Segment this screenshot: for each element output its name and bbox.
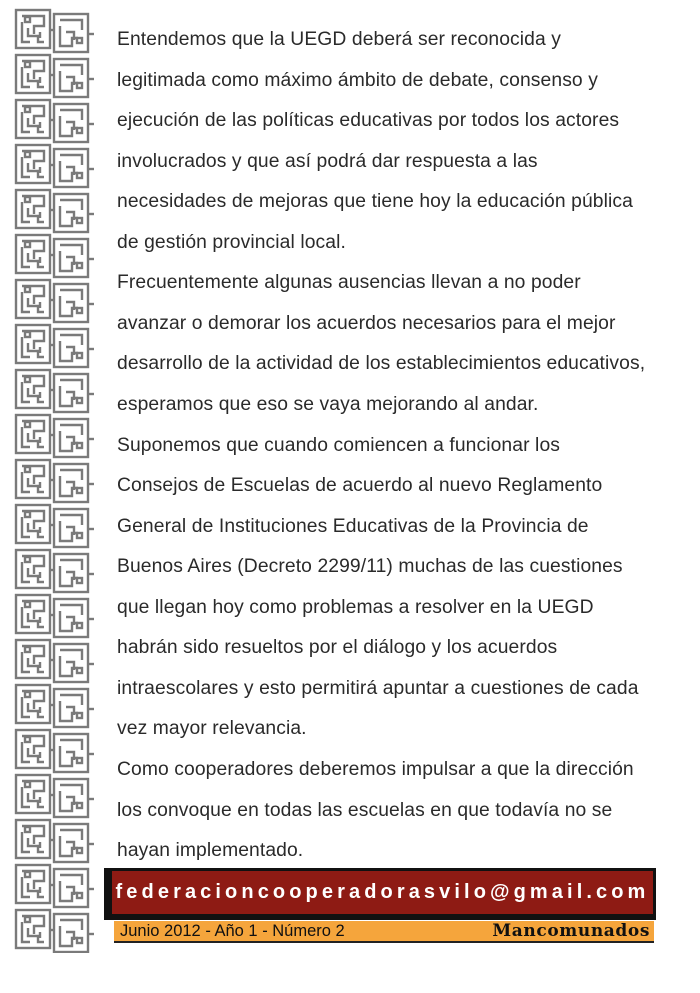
- contact-email[interactable]: federacioncooperadorasvilo@gmail.com: [115, 881, 650, 903]
- footer-bar: [114, 921, 654, 943]
- text-line: Buenos Aires (Decreto 2299/11) muchas de las cuestiones: [117, 556, 623, 577]
- text-line: habrán sido resueltos por el diálogo y los acuerdos: [117, 637, 558, 658]
- text-line: Suponemos que cuando comiencen a funcionar los: [117, 434, 561, 456]
- text-line: desarrollo de la actividad de los establecimientos educativos,: [117, 353, 646, 374]
- text-line: General de Instituciones Educativas de la Provincia de: [117, 515, 589, 537]
- text-line: ejecución de las políticas educativas por todos los actores: [117, 110, 620, 131]
- text-line: involucrados y que así podrá dar respuesta a las: [117, 150, 538, 172]
- decorative-border-pattern: [14, 8, 96, 953]
- email-banner[interactable]: [112, 871, 653, 914]
- text-line: de gestión provincial local.: [117, 231, 346, 253]
- text-line: hayan implementado.: [117, 840, 304, 861]
- publication-name: Mancomunados: [492, 921, 650, 941]
- text-line: avanzar o demorar los acuerdos necesarios para el mejor: [117, 312, 616, 334]
- text-line: Consejos de Escuelas de acuerdo al nuevo Reglamento: [117, 475, 603, 496]
- issue-info: Junio 2012 - Año 1 - Número 2: [120, 922, 345, 940]
- text-line: esperamos que eso se vaya mejorando al andar.: [117, 393, 539, 415]
- article-body: [117, 20, 677, 872]
- text-line: Entendemos que la UEGD deberá ser reconocida y: [117, 29, 562, 50]
- text-line: intraescolares y esto permitirá apuntar a cuestiones de cada: [117, 677, 639, 699]
- text-line: necesidades de mejoras que tiene hoy la educación pública: [117, 191, 633, 212]
- text-line: vez mayor relevancia.: [117, 718, 307, 739]
- text-line: Como cooperadores deberemos impulsar a que la dirección: [117, 759, 634, 780]
- text-line: los convoque en todas las escuelas en que todavía no se: [117, 799, 613, 821]
- text-line: Frecuentemente algunas ausencias llevan a no poder: [117, 272, 581, 293]
- text-line: legitimada como máximo ámbito de debate, consenso y: [117, 69, 598, 91]
- text-line: que llegan hoy como problemas a resolver en la UEGD: [117, 596, 594, 618]
